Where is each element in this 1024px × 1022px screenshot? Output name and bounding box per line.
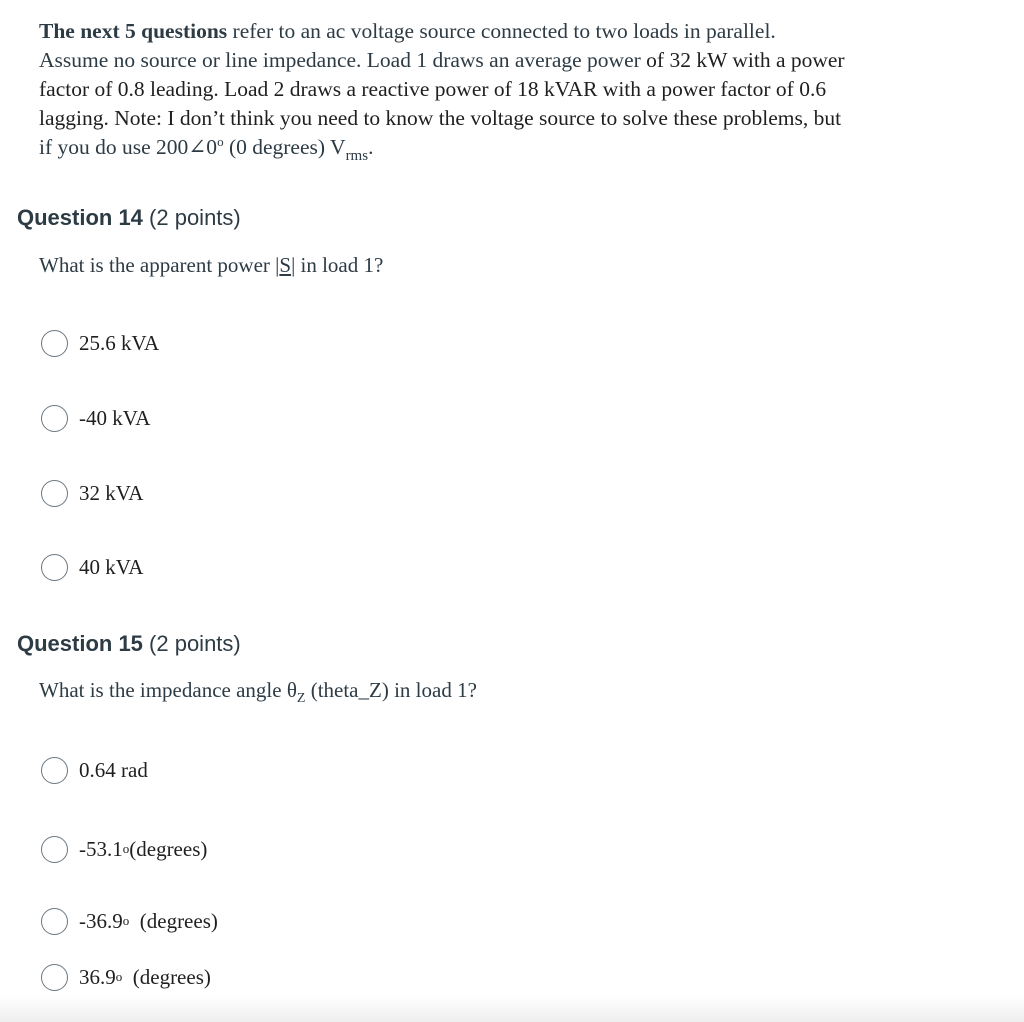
radio-button[interactable] — [41, 908, 68, 935]
radio-button[interactable] — [41, 836, 68, 863]
question-15-title: Question 15 — [17, 631, 143, 656]
intro-line-2 — [39, 46, 979, 75]
radio-button[interactable] — [41, 554, 68, 581]
option-label: 40 kVA — [79, 554, 144, 579]
intro-line-3: factor of 0.8 leading. Load 2 draws a reactive power of 18 kVAR with a power factor of 0.6 — [39, 77, 827, 101]
q15-option-1[interactable] — [41, 755, 148, 785]
option-label: 25.6 kVA — [79, 330, 160, 355]
question-14-points: (2 points) — [142, 205, 241, 230]
option-label: 0.64 rad — [79, 757, 148, 782]
question-15-header — [17, 631, 241, 657]
option-label-value: 36.9 — [79, 964, 116, 989]
q14-option-2[interactable] — [41, 403, 150, 433]
q15-option-3[interactable]: -36.9 o (degrees) — [41, 906, 218, 936]
question-15-points: (2 points) — [142, 631, 241, 656]
question-14-prompt-a: What is the apparent power | — [39, 253, 280, 277]
option-label-value: -53.1 — [79, 836, 123, 861]
intro-voltage-text: (0 degrees) V — [223, 135, 346, 159]
question-15-prompt-b: (theta_Z) in load 1? — [305, 678, 477, 702]
option-label-unit: (degrees) — [122, 964, 211, 989]
intro-line-1 — [39, 17, 979, 46]
option-label: -40 kVA — [79, 405, 151, 430]
question-14-prompt — [39, 253, 383, 278]
option-label-unit: (degrees) — [129, 836, 208, 861]
radio-button[interactable] — [41, 964, 68, 991]
radio-button[interactable] — [41, 480, 68, 507]
intro-line-4: lagging. Note: I don’t think you need to know the voltage source to solve these problems, but — [39, 106, 842, 130]
question-14-prompt-b: | in load 1? — [291, 253, 384, 277]
q15-option-4[interactable]: 36.9 o (degrees) — [41, 962, 211, 992]
question-15-prompt-a: What is the impedance angle θ — [39, 678, 297, 702]
intro-period: . — [368, 135, 374, 159]
intro-line-2-text-b: of 32 kW with a power — [646, 48, 845, 72]
q14-option-1[interactable] — [41, 328, 159, 358]
intro-line-1-text: refer to an ac voltage source connected to two loads in parallel. — [227, 19, 776, 43]
q14-option-4[interactable] — [41, 552, 143, 582]
intro-line-2-text-a: Assume no source or line impedance. Load 1 draws an average power — [39, 48, 647, 72]
radio-button[interactable] — [41, 330, 68, 357]
intro-bold-lead: The next 5 questions — [39, 19, 228, 43]
option-label-unit: (degrees) — [129, 908, 218, 933]
intro-paragraph — [39, 17, 979, 162]
intro-voltage-value: if you do use 200∠0 — [39, 135, 218, 159]
intro-line-5 — [39, 133, 979, 162]
theta-subscript: Z — [296, 691, 306, 706]
page-bottom-edge — [0, 996, 1024, 1022]
radio-button[interactable] — [41, 757, 68, 784]
question-14-header — [17, 205, 241, 231]
degree-symbol: o — [217, 134, 224, 149]
q15-option-2[interactable]: -53.1 o (degrees) — [41, 834, 207, 864]
rms-subscript: rms — [345, 148, 369, 164]
option-label-value: -36.9 — [79, 908, 123, 933]
question-14-title: Question 14 — [17, 205, 143, 230]
radio-button[interactable] — [41, 405, 68, 432]
q14-option-3[interactable] — [41, 478, 143, 508]
option-label: 32 kVA — [79, 480, 144, 505]
question-14-prompt-s: S — [279, 253, 292, 277]
question-15-prompt — [39, 678, 477, 706]
